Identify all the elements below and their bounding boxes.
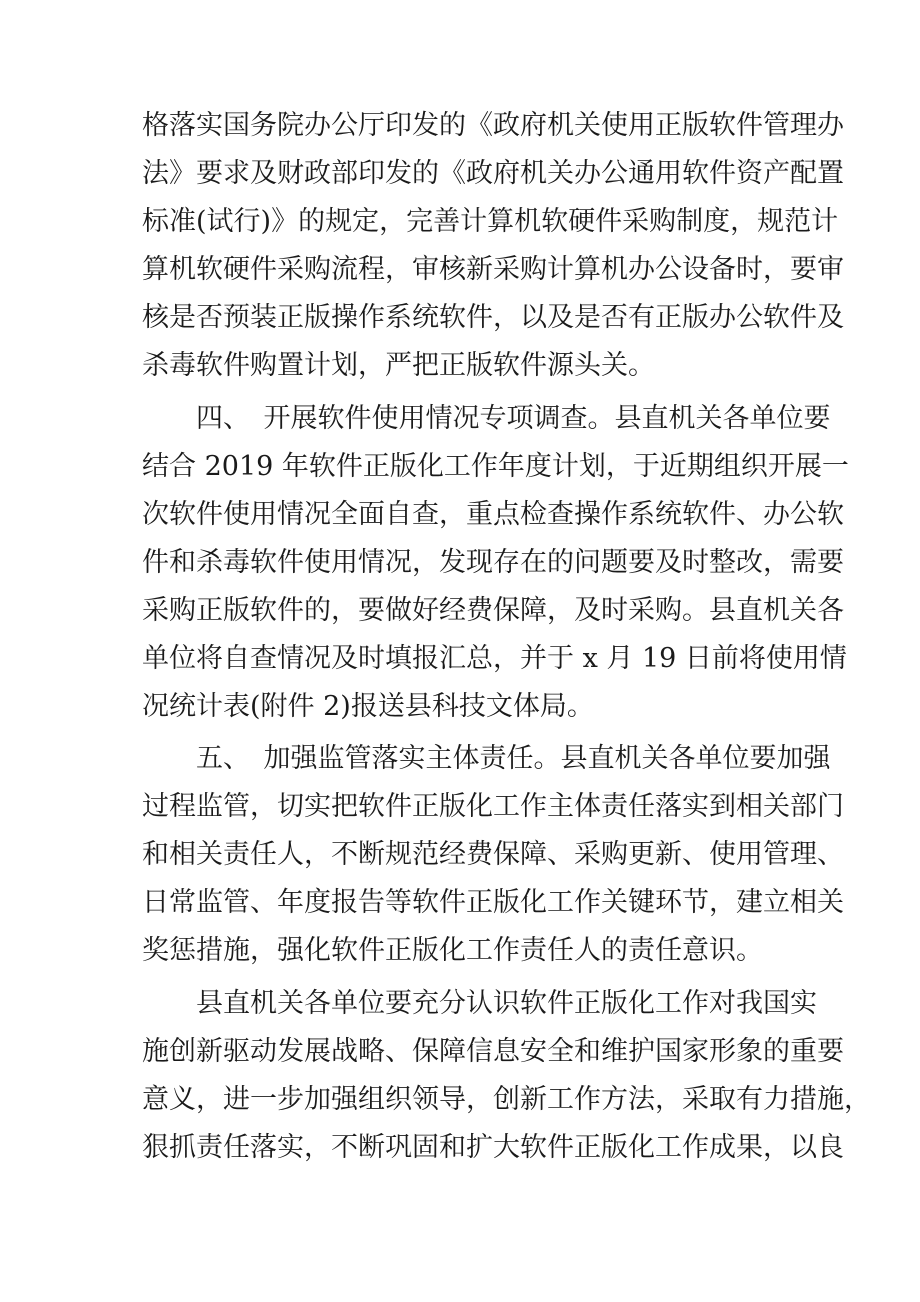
- text-line: 算机软硬件采购流程，审核新采购计算机办公设备时，要审: [142, 254, 844, 285]
- text-line: 核是否预装正版操作系统软件，以及是否有正版办公软件及: [142, 302, 844, 333]
- paragraph-section-four: [142, 395, 849, 731]
- text-line: 次软件使用情况全面自查，重点检查操作系统软件、办公软: [142, 498, 844, 530]
- text-line: 日常监管、年度报告等软件正版化工作关键环节，建立相关: [142, 887, 844, 919]
- text-line: 狠抓责任落实，不断巩固和扩大软件正版化工作成果，以良: [142, 1131, 844, 1163]
- paragraph-section-five: [142, 735, 844, 975]
- text-line: 格落实国务院办公厅印发的《政府机关使用正版软件管理办: [142, 110, 844, 141]
- text-line: 四、 开展软件使用情况专项调查。县直机关各单位要: [142, 402, 831, 434]
- paragraph-procurement: [142, 102, 844, 390]
- text-line: 过程监管，切实把软件正版化工作主体责任落实到相关部门: [142, 791, 844, 823]
- text-line: 况统计表(附件 2)报送县科技文体局。: [142, 690, 594, 722]
- paragraph-conclusion: [142, 980, 871, 1172]
- text-line: 施创新驱动发展战略、保障信息安全和维护国家形象的重要: [142, 1035, 844, 1067]
- text-line: 和相关责任人，不断规范经费保障、采购更新、使用管理、: [142, 839, 844, 871]
- text-line: 标准(试行)》的规定，完善计算机软硬件采购制度，规范计: [142, 206, 839, 237]
- text-line: 法》要求及财政部印发的《政府机关办公通用软件资产配置: [142, 158, 844, 189]
- text-line: 奖惩措施，强化软件正版化工作责任人的责任意识。: [142, 935, 763, 967]
- text-line: 结合 2019 年软件正版化工作年度计划，于近期组织开展一: [142, 450, 849, 482]
- text-line: 采购正版软件的，要做好经费保障，及时采购。县直机关各: [142, 594, 844, 626]
- text-line: 杀毒软件购置计划，严把正版软件源头关。: [142, 350, 655, 381]
- text-line: 意义，进一步加强组织领导，创新工作方法，采取有力措施，: [142, 1083, 871, 1115]
- text-line: 单位将自查情况及时填报汇总，并于 x 月 19 日前将使用情: [142, 642, 847, 674]
- document-body: [142, 102, 871, 1176]
- text-line: 五、 加强监管落实主体责任。县直机关各单位要加强: [142, 743, 831, 775]
- text-line: 县直机关各单位要充分认识软件正版化工作对我国实: [142, 987, 817, 1019]
- text-line: 件和杀毒软件使用情况，发现存在的问题要及时整改，需要: [142, 546, 844, 578]
